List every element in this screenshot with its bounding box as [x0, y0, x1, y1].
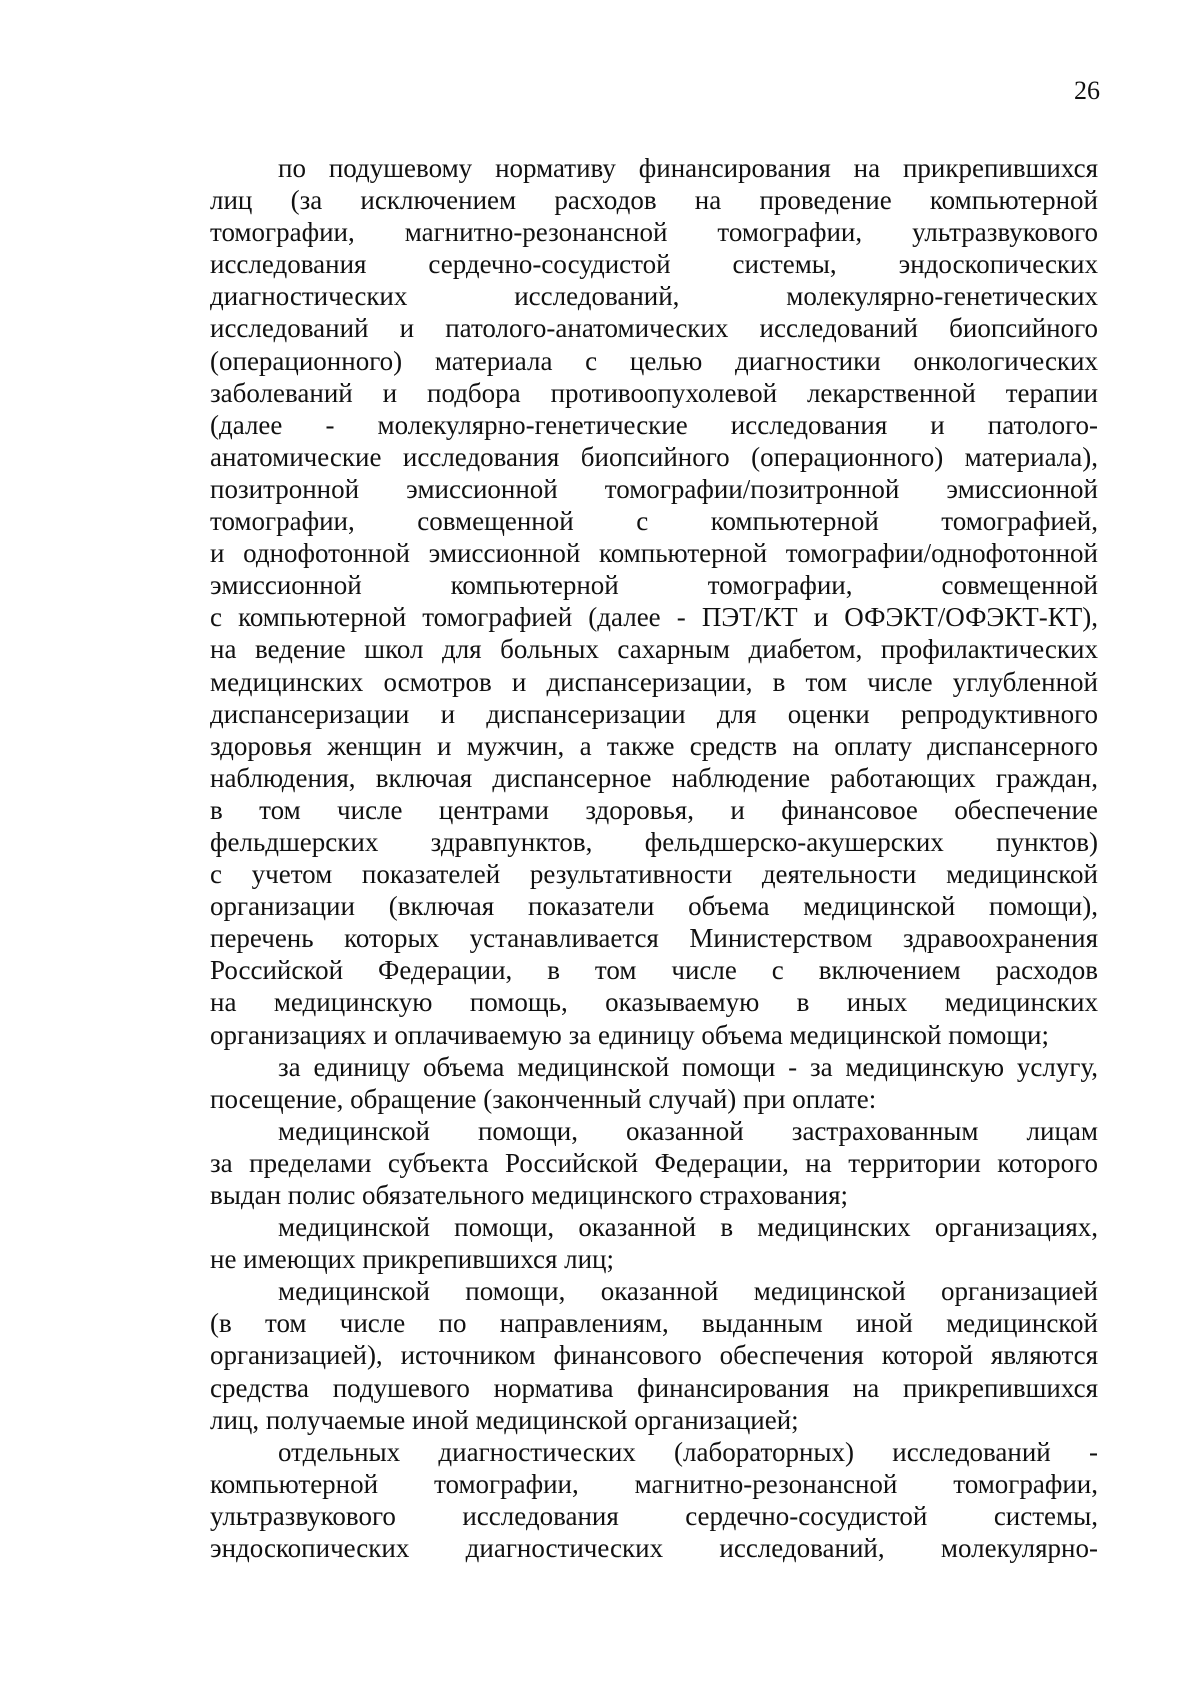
text-line: посещение, обращение (законченный случай) при оплате: [210, 1083, 877, 1114]
text-line: медицинской помощи, оказанной в медицинских организациях, [278, 1212, 1098, 1243]
text-line: (операционного) материала с целью диагностики онкологических [210, 345, 1098, 376]
text-line: здоровья женщин и мужчин, а также средств на оплату диспансерного [210, 730, 1098, 761]
page-number: 26 [1074, 76, 1100, 105]
text-line: заболеваний и подбора противоопухолевой лекарственной терапии [210, 377, 1098, 408]
text-line: анатомические исследования биопсийного (операционного) материала), [210, 441, 1098, 472]
text-line: перечень которых устанавливается Министерством здравоохранения [210, 923, 1098, 954]
text-line: лиц, получаемые иной медицинской организацией; [210, 1404, 799, 1435]
text-line: медицинских осмотров и диспансеризации, в том числе углубленной [210, 666, 1098, 697]
text-line: на ведение школ для больных сахарным диабетом, профилактических [210, 634, 1098, 665]
text-line: организацией), источником финансового обеспечения которой являются [210, 1340, 1098, 1371]
text-line: эндоскопических диагностических исследований, молекулярно- [210, 1533, 1098, 1564]
text-line: наблюдения, включая диспансерное наблюдение работающих граждан, [210, 762, 1098, 793]
text-line: за пределами субъекта Российской Федерации, на территории которого [210, 1147, 1098, 1178]
text-line: средства подушевого норматива финансирования на прикрепившихся [210, 1372, 1098, 1403]
text-line: по подушевому нормативу финансирования на прикрепившихся [278, 153, 1098, 183]
text-line: с компьютерной томографией (далее - ПЭТ/КТ и ОФЭКТ/ОФЭКТ-КТ), [210, 602, 1098, 633]
text-line: исследования сердечно-сосудистой системы, эндоскопических [210, 249, 1098, 280]
text-line: томографии, совмещенной с компьютерной томографией, [210, 506, 1098, 537]
text-line: в том числе центрами здоровья, и финансовое обеспечение [210, 794, 1098, 825]
text-line: отдельных диагностических (лабораторных) исследований - [278, 1436, 1098, 1467]
text-line: медицинской помощи, оказанной медицинской организацией [278, 1276, 1098, 1307]
text-line: (в том числе по направлениям, выданным иной медицинской [210, 1308, 1098, 1339]
text-line: и однофотонной эмиссионной компьютерной томографии/однофотонной [210, 538, 1098, 569]
text-line: позитронной эмиссионной томографии/позитронной эмиссионной [210, 473, 1098, 504]
body-text [210, 152, 1098, 1564]
text-line: ультразвукового исследования сердечно-сосудистой системы, [210, 1500, 1098, 1531]
text-line: за единицу объема медицинской помощи - за медицинскую услугу, [278, 1051, 1098, 1082]
text-line: эмиссионной компьютерной томографии, совмещенной [210, 570, 1098, 601]
text-line: выдан полис обязательного медицинского страхования; [210, 1180, 849, 1210]
text-line: медицинской помощи, оказанной застрахованным лицам [278, 1115, 1098, 1146]
text-line: на медицинскую помощь, оказываемую в иных медицинских [210, 987, 1098, 1018]
text-line: томографии, магнитно-резонансной томографии, ультразвукового [210, 217, 1098, 248]
text-line: диагностических исследований, молекулярно-генетических [210, 281, 1098, 312]
text-line: организации (включая показатели объема медицинской помощи), [210, 891, 1098, 922]
text-line: с учетом показателей результативности деятельности медицинской [210, 859, 1098, 890]
text-line: диспансеризации и диспансеризации для оценки репродуктивного [210, 698, 1098, 729]
text-line: не имеющих прикрепившихся лиц; [210, 1244, 614, 1275]
text-line: компьютерной томографии, магнитно-резонансной томографии, [210, 1468, 1098, 1499]
text-line: исследований и патолого-анатомических исследований биопсийного [210, 313, 1098, 344]
text-line: фельдшерских здравпунктов, фельдшерско-акушерских пунктов) [210, 826, 1098, 857]
text-line: Российской Федерации, в том числе с включением расходов [210, 955, 1098, 986]
text-line: лиц (за исключением расходов на проведение компьютерной [210, 185, 1098, 216]
text-line: организациях и оплачиваемую за единицу объема медицинской помощи; [210, 1019, 1049, 1050]
text-line: (далее - молекулярно-генетические исследования и патолого- [210, 409, 1098, 440]
